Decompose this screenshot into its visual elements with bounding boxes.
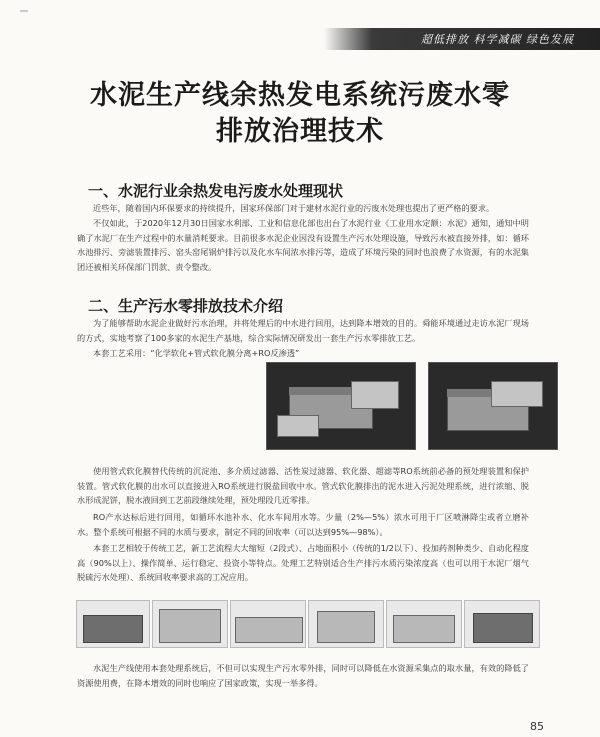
render-equipment [277, 415, 319, 437]
equipment-photo-1 [76, 600, 150, 648]
banner-slogan: 超低排放 科学减碳 绿色发展 [421, 33, 574, 46]
section2-p3-text: 使用管式软化膜替代传统的沉淀池、多介质过滤器、活性炭过滤器、软化器、超滤等RO系统前必备的预处理装置和保护装置。管式软化膜的出水可以直接进入RO系统进行脱盐回收中水。管式软化膜排出的泥水进入污泥处理系统，进行浓缩、脱水形成泥饼，脱水液回到工艺前段继续处理，预处理段几近零排。 [77, 466, 529, 506]
equipment-photo-5 [386, 600, 462, 648]
render-tank-block [491, 381, 543, 407]
section2-paragraph6 [77, 661, 529, 690]
section2-paragraph4 [77, 510, 529, 539]
equipment-unit [393, 615, 455, 643]
equipment-unit [317, 611, 375, 643]
equipment-unit [159, 609, 221, 643]
section1-p2-text: 不仅如此，于2020年12月30日国家水利部、工业和信息化部也出台了水泥行业《工业用水定额：水泥》通知，通知中明确了水泥厂在生产过程中的水量消耗要求。目前很多水泥企业因没有设置生产污水处理设施，导致污水被直接外排，如：循环水池排污、旁滤装置排污、窑头窑尾锅炉排污以及化水车间浓水排污等，造成了环境污染的同时也浪费了水资源，有的水泥集团还被相关环保部门罚款、责令整改。 [77, 218, 529, 272]
equipment-unit [235, 617, 303, 643]
header-banner [0, 28, 600, 50]
section2-paragraph2 [77, 346, 529, 361]
section2-p2-text: 本套工艺采用：“化学软化+管式软化膜分离+RO反渗透” [93, 348, 300, 358]
equipment-photo-3 [230, 600, 306, 648]
equipment-photo-2 [152, 600, 228, 648]
section2-heading: 二、生产污水零排放技术介绍 [88, 297, 284, 315]
equipment-photo-6 [464, 600, 540, 648]
section2-p5-text: 本套工艺相较于传统工艺，新工艺流程大大缩短（2段式）、占地面积小（传统的1/2以下）、投加药剂种类少、自动化程度高（90%以上）、操作简单、运行稳定、投资小等特点。处理工艺特别适合生产排污水质污染浓度高（也可以用于水泥厂烟气脱硫污水处理）、系统回收率要求高的工况应用。 [77, 543, 529, 583]
equipment-unit [473, 613, 533, 643]
section2-p1-text: 为了能够帮助水泥企业做好污水治理，并将处理后的中水进行回用，达到降本增效的目的。舜能环境通过走访水泥厂现场的方式，实地考察了100多家的水泥生产基地，综合实际情况研发出一套生产污水零排放工艺。 [77, 318, 529, 343]
system-render-photo-right [428, 362, 558, 450]
system-render-photo-left [266, 362, 416, 450]
section1-p1-text: 近些年，随着国内环保要求的持续提升，国家环保部门对于建材水泥行业的污废水处理也提出了更严格的要求。 [93, 203, 495, 213]
section2-paragraph1 [77, 316, 529, 345]
section2-p6-text: 水泥生产线使用本套处理系统后，不但可以实现生产污水零外排，同时可以降低在水资源采集点的取水量，有效的降低了资源使用费，在降本增效的同时也响应了国家政策，实现一举多得。 [77, 663, 529, 688]
section1-heading: 一、水泥行业余热发电污废水处理现状 [88, 182, 344, 200]
article-title [40, 78, 560, 150]
page-number: 85 [530, 720, 544, 733]
section2-paragraph5 [77, 541, 529, 585]
section2-paragraph3 [77, 464, 529, 508]
article-title-line2: 排放治理技术 [216, 116, 384, 147]
equipment-photo-4 [308, 600, 384, 648]
section1-paragraph2 [77, 216, 529, 274]
section1-paragraph1 [77, 201, 529, 216]
article-title-line1: 水泥生产线余热发电系统污废水零 [90, 80, 510, 111]
equipment-unit [83, 615, 143, 643]
scan-corner-mark [20, 10, 28, 12]
render-tank-block [351, 381, 399, 409]
section2-p4-text: RO产水达标后进行回用，如循环水池补水、化水车间用水等。少量（2%—5%）浓水可用于厂区喷淋降尘或者立磨补水。整个系统可根据不同的水质与要求，制定不同的回收率（可以达到95%—98%）。 [77, 512, 529, 537]
